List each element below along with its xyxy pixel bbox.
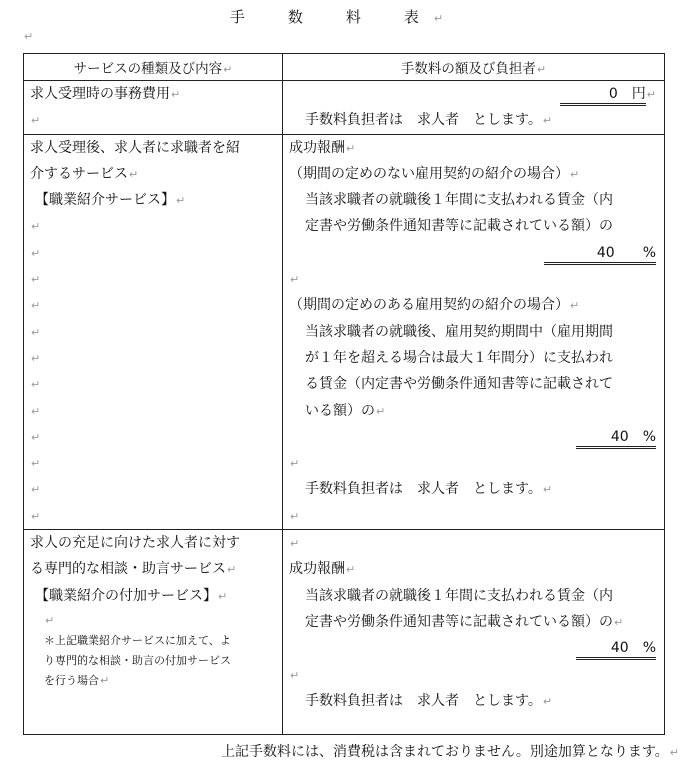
fee-cell: 0 円↵ 手数料負担者は 求人者 とします。↵	[283, 81, 665, 135]
fee-payer: 手数料負担者は 求人者 とします。	[305, 481, 542, 498]
header-service: サービスの種類及び内容↵	[24, 54, 283, 81]
table-header-row	[24, 54, 665, 81]
fee-payer: 手数料負担者は 求人者 とします。	[305, 112, 542, 129]
table-row	[24, 134, 665, 529]
fee-amount: 40 %	[576, 428, 656, 449]
table-row	[24, 530, 665, 735]
header-fee: 手数料の額及び負担者↵	[283, 54, 665, 81]
document-title: 手 数 料 表↵	[229, 8, 458, 26]
service-cell: 求人の充足に向けた求人者に対す る専門的な相談・助言サービス↵ 【職業紹介の付加サービス】↵ ↵ ＊上記職業紹介サービスに加えて、よ り専門的な相談・助言の付加サービス を行う場合↵	[24, 530, 283, 735]
fee-amount: 40 %	[544, 244, 656, 265]
fee-table	[23, 53, 665, 735]
fee-amount: 0 円	[560, 85, 646, 106]
table-row	[24, 81, 665, 135]
paragraph-mark: ↵	[24, 30, 34, 43]
service-cell: 求人受理後、求人者に求職者を紹 介するサービス↵ 【職業紹介サービス】↵ ↵ ↵ ↵ ↵ ↵ ↵ ↵ ↵ ↵ ↵ ↵ ↵	[24, 134, 283, 529]
fee-payer: 手数料負担者は 求人者 とします。	[305, 692, 542, 709]
service-note: ＊上記職業紹介サービスに加えて、よ	[44, 633, 231, 647]
footer-note: 上記手数料には、消費税は含まれておりません。別途加算となります。↵	[221, 744, 679, 760]
fee-cell: ↵ 成功報酬↵ 当該求職者の就職後１年間に支払われる賃金（内 定書や労働条件通知書等に記載されている額）の↵ 40 % ↵ 手数料負担者は 求人者 とします。↵	[283, 530, 665, 735]
service-cell: 求人受理時の事務費用↵ ↵	[24, 81, 283, 135]
fee-amount: 40 %	[576, 639, 656, 660]
fee-cell: 成功報酬↵ （期間の定めのない雇用契約の紹介の場合）↵ 当該求職者の就職後１年間に支払われる賃金（内 定書や労働条件通知書等に記載されている額）の 40 % ↵ （期間の定めのある雇用契約の紹介の場合）↵ 当該求職者の就職後、雇用契約期間中（雇用期間 が１年を超える場合は最大１年間分）に支払われ る賃金（内定書や労働条件通知書等に記載されて いる額）の↵ 40 % ↵ 手数料負担者は 求人者 とします。↵ ↵	[283, 134, 665, 529]
